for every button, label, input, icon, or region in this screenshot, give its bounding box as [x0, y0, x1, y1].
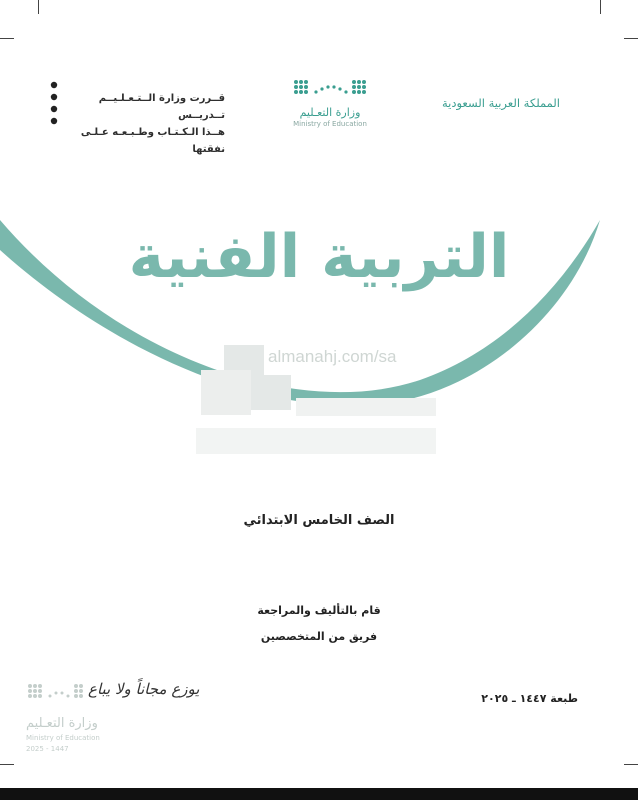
kingdom-name: المملكة العربية السعودية [442, 96, 560, 110]
credits-line: فريق من المتخصصين [260, 630, 378, 643]
decision-statement [70, 90, 225, 158]
book-title: التربية الفنية [128, 222, 510, 292]
crop-mark [624, 764, 638, 765]
decision-line: هــذا الـكـتـاب وطـبـعـه عـلـى نفقتها [80, 127, 225, 155]
ministry-footer-arabic: وزارة التعـليم [26, 716, 98, 731]
crop-mark [38, 0, 39, 14]
decision-line: قــررت وزارة الــتـعـلـيــم تــدريــس [98, 93, 225, 121]
bottom-border [0, 788, 638, 800]
credits-line: قام بالتأليف والمراجعة [257, 604, 381, 617]
crop-mark [600, 0, 601, 14]
ministry-name-arabic: وزارة التعـليم [299, 106, 361, 119]
crop-mark [0, 38, 14, 39]
free-distribution-note: يوزع مجاناً ولا يباع [88, 680, 200, 698]
ministry-name-english: Ministry of Education [293, 120, 367, 128]
ministry-footer-emblem-icon [26, 682, 86, 704]
ministry-footer-english: Ministry of Education [26, 734, 100, 742]
crop-mark [0, 764, 14, 765]
edition-label: طبعة ١٤٤٧ ـ ٢٠٢٥ [481, 692, 578, 705]
grade-level: الصف الخامس الابتدائي [243, 513, 395, 528]
ministry-emblem-icon [288, 76, 372, 100]
credits [0, 598, 638, 650]
dots-column [48, 80, 60, 132]
crop-mark [624, 38, 638, 39]
ministry-footer-years: 2025 - 1447 [26, 745, 69, 753]
ministry-logo [288, 76, 372, 136]
watermark-url: almanahj.com/sa [268, 347, 397, 366]
